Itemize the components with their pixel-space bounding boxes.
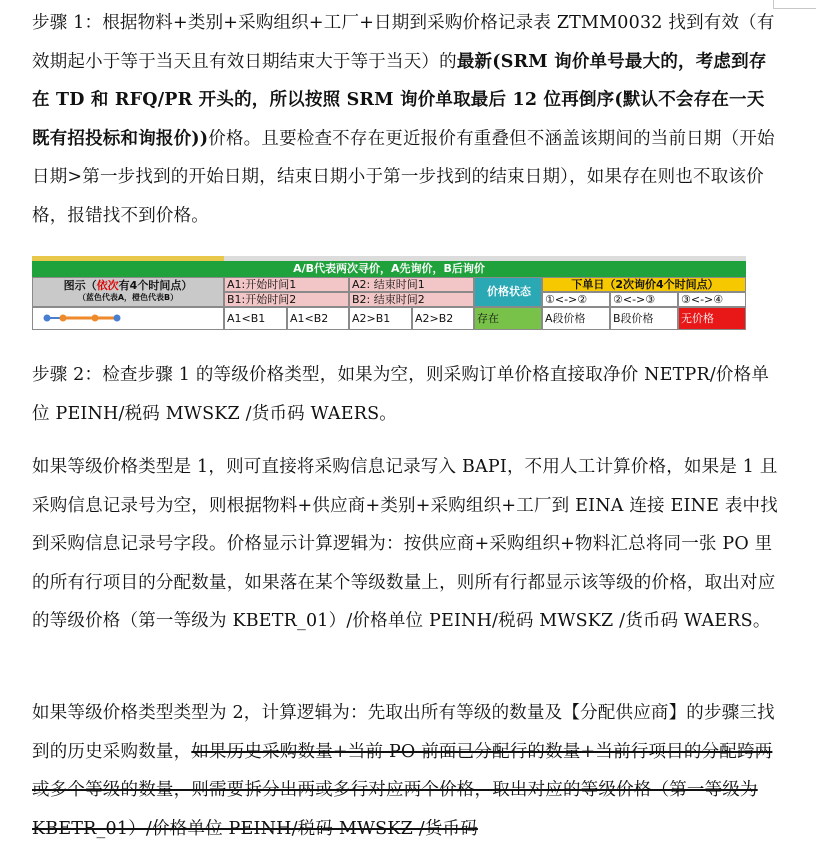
price-status-header: 价格状态 — [474, 277, 542, 307]
step1-bold-text: 最新(SRM 询价单号最大的，考虑到存在 TD 和 RFQ/PR 开头的，所以按照 SRM 询价单取最后 12 位再倒序(默认不会存在一天既有招投标和询报价)) — [32, 51, 767, 149]
timeline-diagram — [33, 308, 223, 329]
timeline-point-1 — [44, 315, 51, 322]
cond-a1-lt-b2: A1<B2 — [287, 307, 349, 330]
diagram-sublabel: （蓝色代表A，橙色代表B） — [77, 293, 179, 302]
step2-paragraph: 步骤 2：检查步骤 1 的等级价格类型，如果为空，则采购订单价格直接取净价 NETPR/价格单位 PEINH/税码 MWSKZ /货币码 WAERS。 — [32, 365, 770, 424]
step1-text-a: 根据物料+类别+采购组织+工厂+日期到采购价格记录表 ZTMM0032 找到有效（有效期起小于等于当天且有效日期结束大于等于当天）的 — [32, 13, 775, 72]
spreadsheet-snippet — [32, 256, 746, 332]
timeline-point-4 — [114, 315, 121, 322]
order-day-header: 下单日（2次询价4个时间点） — [542, 277, 746, 292]
cond-a1-lt-b1: A1<B1 — [224, 307, 287, 330]
diagram-label-red: 依次 — [96, 279, 119, 292]
sheet-title: A/B代表两次寻价，A先询价，B后询价 — [32, 261, 746, 277]
diagram-label-b: 有4个时间点） — [118, 279, 193, 292]
diagram-label-a: 图示（ — [63, 279, 97, 292]
step1-prefix: 步骤 1： — [32, 13, 103, 33]
grade-type-2-paragraph — [32, 694, 780, 848]
b-price-cell: B段价格 — [610, 307, 678, 330]
b2-end-cell: B2: 结束时间2 — [349, 292, 474, 307]
timeline-point-2 — [60, 315, 67, 322]
grade-type-1-paragraph: 如果等级价格类型是 1，则可直接将采购信息记录写入 BAPI，不用人工计算价格，如果是 1 且采购信息记录号为空，则根据物料+供应商+类别+采购组织+工厂到 EINA 连接 EINE 表中找到采购信息记录号字段。价格显示计算逻辑为：按供应商+采购组织+物料汇总将同一张 PO 里的所有行项目的分配数量，如果落在某个等级数量上，则所有行都显示该等级的价格，取出对应的等级价格（第一等级为 KBETR_01）/价格单位 PEINH/税码 MWSKZ /货币码 WAERS。 — [32, 457, 778, 631]
b1-start-cell: B1:开始时间2 — [224, 292, 349, 307]
grade-type-2-struck-text: 如果历史采购数量+当前 PO 前面已分配行的数量+当前行项目的分配跨两或多个等级的数量，则需要拆分出两或多行对应两个价格，取出对应的等级价格（第一等级为 KBETR_01）/价格单位 PEINH/税码 MWSKZ /货币码 — [32, 741, 773, 839]
period-3-4: ③<->④ — [678, 292, 746, 307]
timeline-diagram-cell — [32, 307, 224, 330]
cond-a2-gt-b1: A2>B1 — [349, 307, 412, 330]
cond-a2-gt-b2: A2>B2 — [412, 307, 474, 330]
no-price-cell: 无价格 — [678, 307, 746, 330]
timeline-point-3 — [92, 315, 99, 322]
a-price-cell: A段价格 — [542, 307, 610, 330]
a1-start-cell: A1:开始时间1 — [224, 277, 349, 292]
grade-type-2-text: 如果等级价格类型类型为 2，计算逻辑为：先取出所有等级的数量及【分配供应商】的步骤三找到的历史采购数量， — [32, 703, 775, 762]
status-exists-cell: 存在 — [474, 307, 542, 330]
a2-end-cell: A2: 结束时间1 — [349, 277, 474, 292]
diagram-label-cell — [32, 277, 224, 307]
period-2-3: ②<->③ — [610, 292, 678, 307]
step1-text-b: 价格。且要检查不存在更近报价有重叠但不涵盖该期间的当前日期（开始日期>第一步找到的开始日期，结束日期小于第一步找到的结束日期），如果存在则也不取该价格，报错找不到价格。 — [32, 128, 775, 226]
period-1-2: ①<->② — [542, 292, 610, 307]
step1-paragraph — [32, 4, 780, 235]
